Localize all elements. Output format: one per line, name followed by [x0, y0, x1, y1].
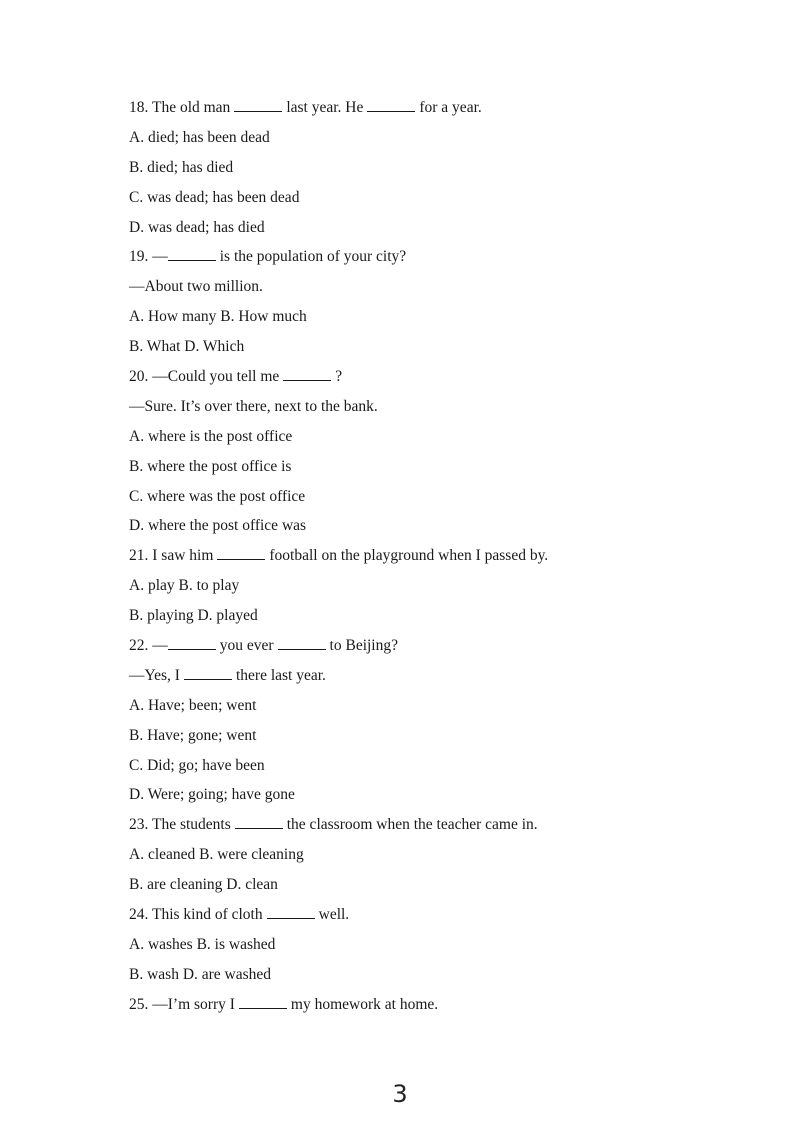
answer-blank: [234, 97, 282, 112]
answer-blank: [217, 545, 265, 560]
answer-blank: [168, 635, 216, 650]
answer-blank: [278, 635, 326, 650]
answer-blank: [283, 366, 331, 381]
question-24-option: B. wash D. are washed: [129, 965, 272, 983]
question-22-stem: 22. — you ever to Beijing?: [129, 637, 398, 655]
answer-blank: [367, 97, 415, 112]
question-19-option: B. What D. Which: [129, 338, 245, 356]
question-18-option: C. was dead; has been dead: [129, 188, 300, 206]
question-22-option: C. Did; go; have been: [129, 756, 265, 774]
question-25-stem: 25. —I’m sorry I my homework at home.: [129, 995, 439, 1013]
question-list: [129, 96, 769, 1023]
answer-blank: [184, 665, 232, 680]
question-20-option: B. where the post office is: [129, 457, 292, 475]
question-23-stem: 23. The students the classroom when the teacher came in.: [129, 816, 538, 834]
question-24-stem: 24. This kind of cloth well.: [129, 906, 350, 924]
page-number: 3: [392, 1080, 408, 1108]
question-20-option: D. where the post office was: [129, 517, 307, 535]
answer-blank: [235, 814, 283, 829]
question-21-option: A. play B. to play: [129, 577, 240, 595]
question-19-option: A. How many B. How much: [129, 308, 307, 326]
question-18-option: D. was dead; has died: [129, 218, 265, 236]
question-23-option: B. are cleaning D. clean: [129, 876, 278, 894]
question-22-reply: —Yes, I there last year.: [129, 666, 326, 684]
question-20-option: A. where is the post office: [129, 427, 293, 445]
question-20-reply: —Sure. It’s over there, next to the bank.: [129, 397, 378, 415]
question-19-reply: —About two million.: [129, 278, 263, 296]
answer-blank: [168, 246, 216, 261]
question-20-option: C. where was the post office: [129, 487, 306, 505]
question-24-option: A. washes B. is washed: [129, 935, 276, 953]
question-19-stem: 19. — is the population of your city?: [129, 248, 407, 266]
answer-blank: [239, 994, 287, 1009]
question-18-option: B. died; has died: [129, 158, 234, 176]
question-22-option: B. Have; gone; went: [129, 726, 257, 744]
question-18-stem: 18. The old man last year. He for a year.: [129, 99, 482, 116]
question-21-stem: 21. I saw him football on the playground when I passed by.: [129, 547, 549, 565]
question-21-option: B. playing D. played: [129, 607, 258, 625]
question-20-stem: 20. —Could you tell me ?: [129, 368, 343, 386]
question-22-option: A. Have; been; went: [129, 696, 257, 714]
question-18-option: A. died; has been dead: [129, 128, 270, 146]
question-23-option: A. cleaned B. were cleaning: [129, 846, 304, 864]
answer-blank: [267, 904, 315, 919]
question-22-option: D. Were; going; have gone: [129, 786, 295, 804]
